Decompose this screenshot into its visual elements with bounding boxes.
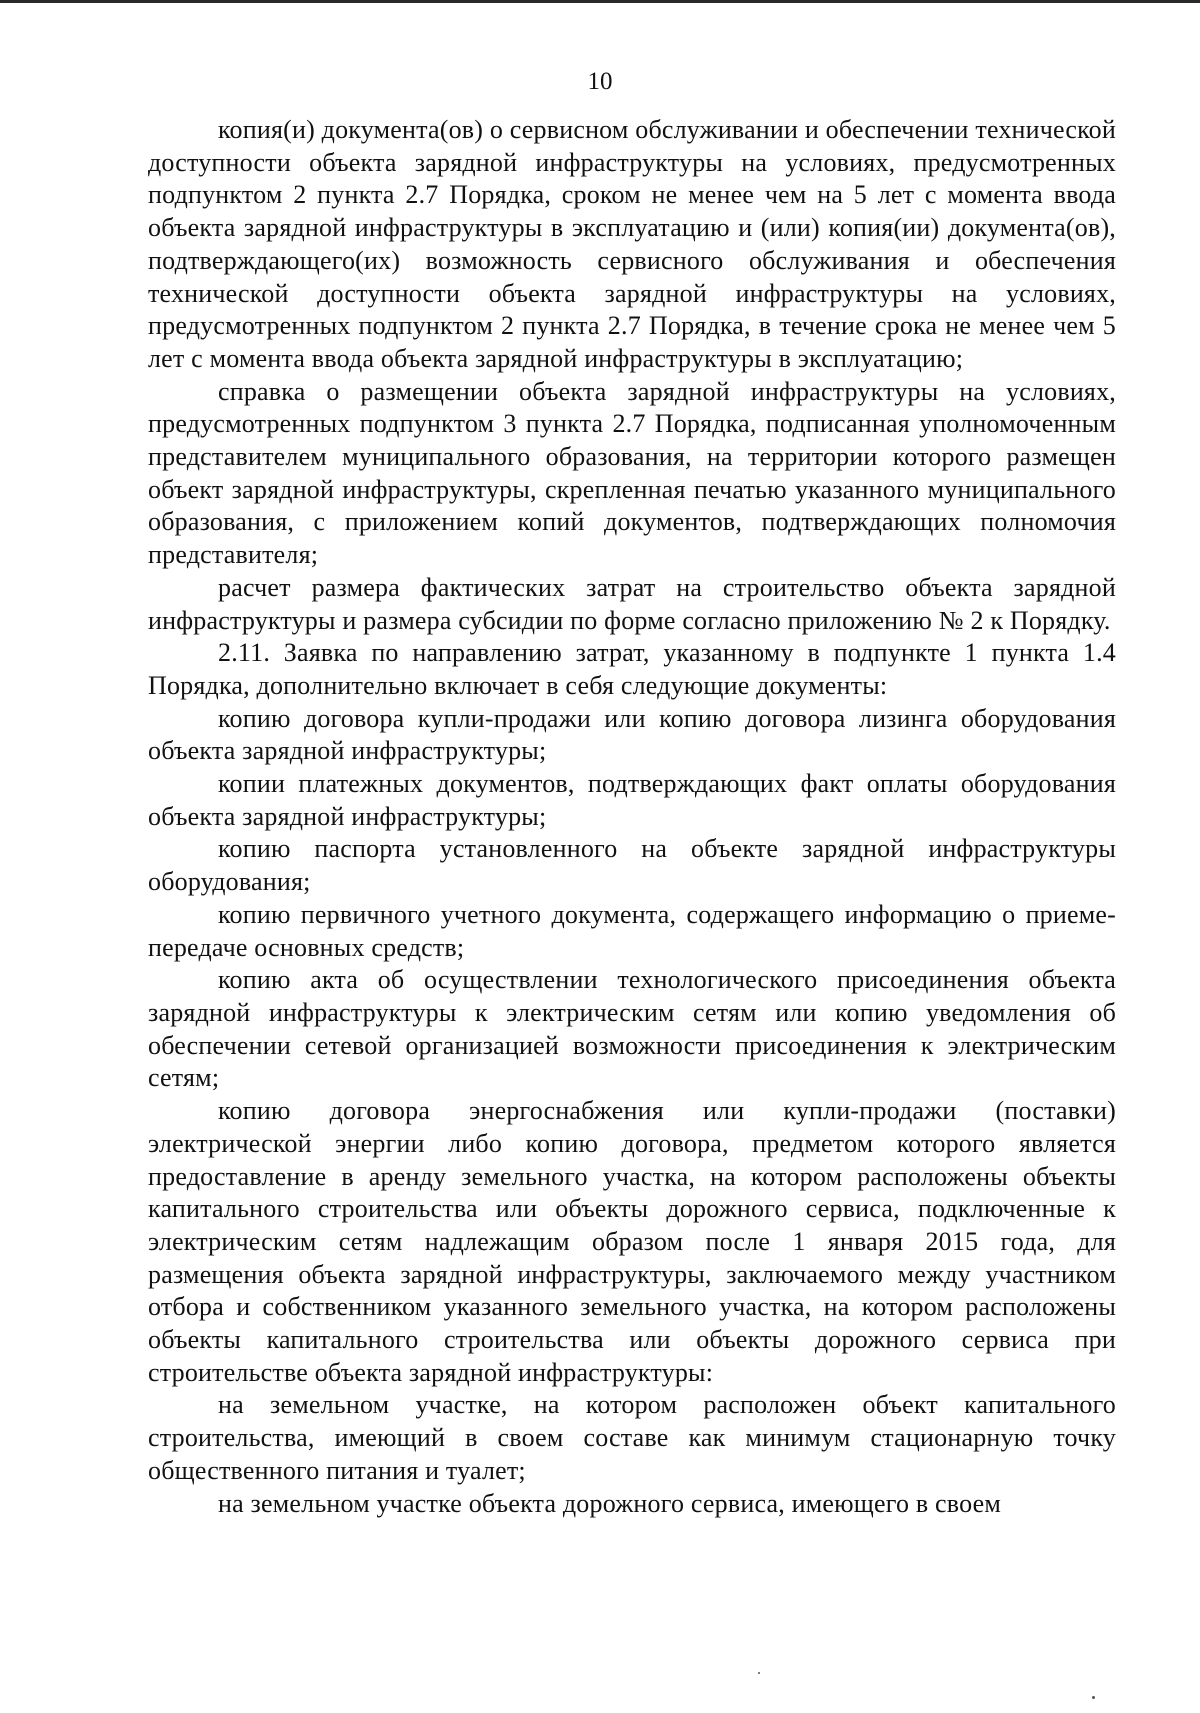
paragraph-capital-construction-site: на земельном участке, на котором расположен объект капитального строительства, имеющий в своем составе как минимум стационарную точку общественного питания и туалет; — [148, 1390, 1116, 1485]
paragraph-cost-calculation: расчет размера фактических затрат на строительство объекта зарядной инфраструктуры и размера субсидии по форме согласно приложению № 2 к Порядку. — [148, 572, 1116, 635]
paragraph-equipment-passport: копию паспорта установленного на объекте зарядной инфраструктуры оборудования; — [148, 834, 1116, 897]
paragraph-primary-document: копию первичного учетного документа, содержащего информацию о приеме-передаче основных средств; — [148, 899, 1116, 962]
paragraph-placement-certificate: справка о размещении объекта зарядной инфраструктуры на условиях, предусмотренных подпунктом 3 пункта 2.7 Порядка, подписанная уполномоченным представителем муниципального образования, на территории которого размещен объект зарядной инфраструктуры, скрепленная печатью указанного муниципального образования, с приложением копий документов, подтверждающих полномочия представителя; — [148, 376, 1116, 570]
paragraph-section-2-11: 2.11. Заявка по направлению затрат, указанному в подпункте 1 пункта 1.4 Порядка, дополнительно включает в себя следующие документы: — [148, 638, 1116, 700]
paragraph-road-service-site: на земельном участке объекта дорожного сервиса, имеющего в своем — [218, 1488, 1001, 1518]
paragraph-grid-connection: копию акта об осуществлении технологического присоединения объекта зарядной инфраструктуры к электрическим сетям или копию уведомления об обеспечении сетевой организацией возможности присоединения к электрическим сетям; — [148, 965, 1116, 1093]
scan-speck — [1092, 1696, 1095, 1699]
paragraph-payment-documents: копии платежных документов, подтверждающих факт оплаты оборудования объекта зарядной инфраструктуры; — [148, 769, 1116, 831]
document-body — [148, 114, 1116, 1520]
scan-speck — [758, 1672, 760, 1674]
paragraph-energy-contract: копию договора энергоснабжения или купли-продажи (поставки) электрической энергии либо копию договора, предметом которого является предоставление в аренду земельного участка, на котором расположены объекты капитального строительства или объекты дорожного сервиса, подключенные к электрическим сетям надлежащим образом после 1 января 2015 года, для размещения объекта зарядной инфраструктуры, заключаемого между участником отбора и собственником указанного земельного участка, на котором расположены объекты капитального строительства или объекты дорожного сервиса при строительстве объекта зарядной инфраструктуры: — [148, 1096, 1116, 1387]
page-number: 10 — [587, 68, 613, 95]
paragraph-service-documents: копия(и) документа(ов) о сервисном обслуживании и обеспечении технической доступности объекта зарядной инфраструктуры на условиях, предусмотренных подпунктом 2 пункта 2.7 Порядка, сроком не менее чем на 5 лет с момента ввода объекта зарядной инфраструктуры в эксплуатацию и (или) копия(ии) документа(ов), подтверждающего(их) возможность сервисного обслуживания и обеспечения технической доступности объекта зарядной инфраструктуры на условиях, предусмотренных подпунктом 2 пункта 2.7 Порядка, в течение срока не менее чем 5 лет с момента ввода объекта зарядной инфраструктуры в эксплуатацию; — [148, 115, 1116, 373]
scan-top-edge — [0, 0, 1200, 3]
paragraph-sale-contract: копию договора купли-продажи или копию договора лизинга оборудования объекта зарядной инфраструктуры; — [148, 703, 1116, 766]
